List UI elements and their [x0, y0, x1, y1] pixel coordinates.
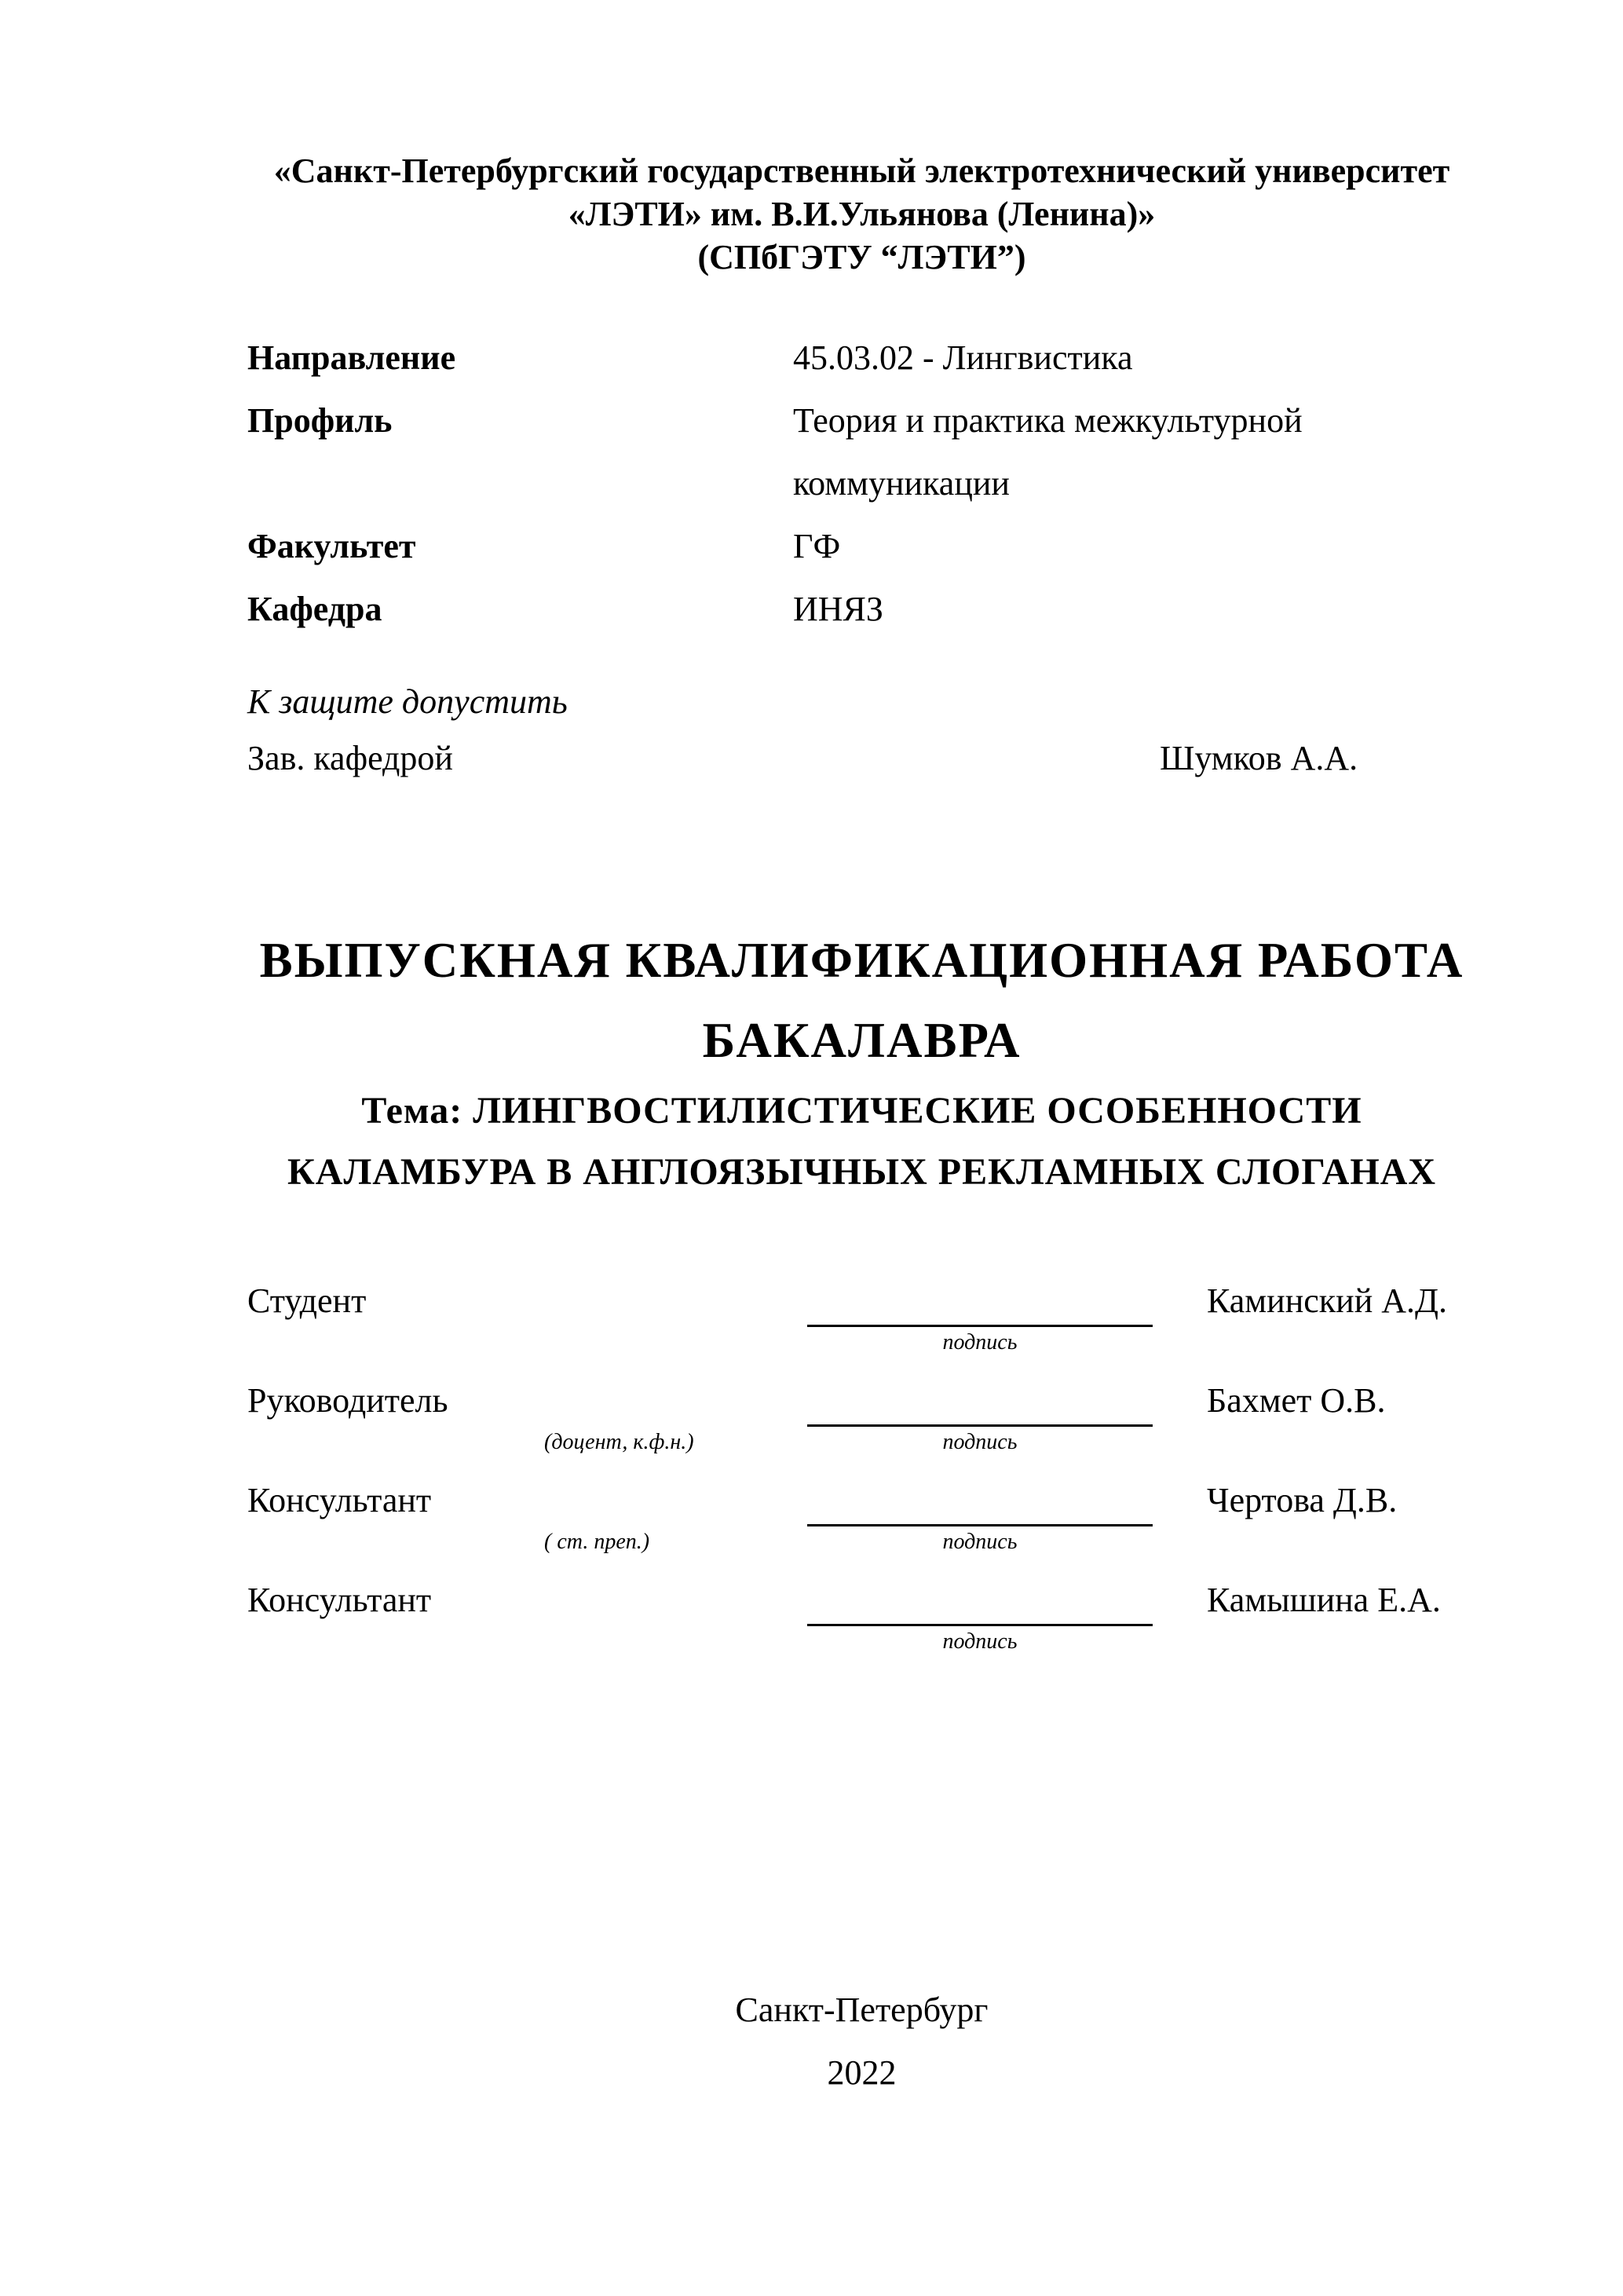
admission-permit-line: К защите допустить [247, 682, 568, 721]
university-name-line2: «ЛЭТИ» им. В.И.Ульянова (Ленина)» [568, 195, 1156, 233]
signature-area-student [807, 1279, 1153, 1357]
signature-note-supervisor: (доцент, к.ф.н.) [544, 1430, 694, 1454]
field-value-faculty: ГФ [793, 527, 841, 565]
thesis-title-line1: ВЫПУСКНАЯ КВАЛИФИКАЦИОННАЯ РАБОТА [259, 933, 1464, 988]
department-head-row [247, 730, 1476, 787]
field-value-profile [793, 389, 1476, 515]
signature-role-consultant-2: Консультант [247, 1581, 432, 1619]
signature-row-supervisor [247, 1379, 1476, 1479]
signature-row-student [247, 1279, 1476, 1379]
signature-row-consultant-1 [247, 1479, 1476, 1578]
signature-area-consultant-2 [807, 1578, 1153, 1656]
department-head-label: Зав. кафедрой [247, 739, 453, 777]
signature-row-consultant-2 [247, 1578, 1476, 1678]
thesis-title-line2: БАКАЛАВРА [702, 1013, 1022, 1068]
signature-name-supervisor: Бахмет О.В. [1207, 1381, 1386, 1420]
field-value-profile-line2: коммуникации [793, 464, 1010, 503]
signatures-block [247, 1279, 1476, 1678]
field-value-department: ИНЯЗ [793, 590, 883, 628]
thesis-topic-line2: КАЛАМБУРА В АНГЛОЯЗЫЧНЫХ РЕКЛАМНЫХ СЛОГАНАХ [287, 1151, 1437, 1193]
field-label-profile: Профиль [247, 401, 393, 440]
signature-left-consultant-2 [247, 1578, 807, 1629]
signature-name-consultant-1: Чертова Д.В. [1207, 1481, 1398, 1519]
signature-name-consultant-2: Камышина Е.А. [1207, 1581, 1441, 1619]
footer-block [247, 1979, 1476, 2104]
field-label-department: Кафедра [247, 590, 382, 628]
signature-caption-consultant-2: подпись [942, 1629, 1018, 1654]
department-head-name: Шумков А.А. [1160, 739, 1358, 777]
footer-year: 2022 [827, 2053, 897, 2092]
field-row-department [247, 578, 1476, 641]
program-fields [247, 327, 1476, 641]
signature-caption-student: подпись [942, 1330, 1018, 1355]
footer-city: Санкт-Петербург [735, 1991, 989, 2029]
field-value-profile-line1: Теория и практика межкультурной [793, 401, 1303, 440]
field-value-direction: 45.03.02 - Лингвистика [793, 338, 1133, 377]
university-name-line1: «Санкт-Петербургский государственный электротехнический университет [273, 152, 1450, 190]
field-row-direction [247, 327, 1476, 389]
signature-role-consultant-1: Консультант [247, 1481, 432, 1519]
signature-name-student: Каминский А.Д. [1207, 1281, 1448, 1320]
university-abbreviation: (СПбГЭТУ “ЛЭТИ”) [697, 238, 1026, 276]
signature-role-student: Студент [247, 1281, 367, 1320]
thesis-title-block [247, 920, 1476, 1203]
signature-caption-consultant-1: подпись [942, 1530, 1018, 1554]
signature-left-student [247, 1279, 807, 1329]
signature-caption-supervisor: подпись [942, 1430, 1018, 1454]
field-label-faculty: Факультет [247, 527, 416, 565]
signature-note-consultant-1: ( ст. преп.) [544, 1530, 650, 1554]
signature-left-consultant-1 [247, 1479, 807, 1556]
field-row-profile [247, 389, 1476, 515]
university-header [247, 149, 1476, 279]
signature-left-supervisor [247, 1379, 807, 1456]
field-row-faculty [247, 515, 1476, 578]
field-label-direction: Направление [247, 338, 456, 377]
admission-block [247, 674, 1476, 787]
signature-role-supervisor: Руководитель [247, 1381, 448, 1420]
signature-area-supervisor [807, 1379, 1153, 1457]
thesis-topic-line1: Тема: ЛИНГВОСТИЛИСТИЧЕСКИЕ ОСОБЕННОСТИ [361, 1090, 1362, 1132]
signature-area-consultant-1 [807, 1479, 1153, 1556]
